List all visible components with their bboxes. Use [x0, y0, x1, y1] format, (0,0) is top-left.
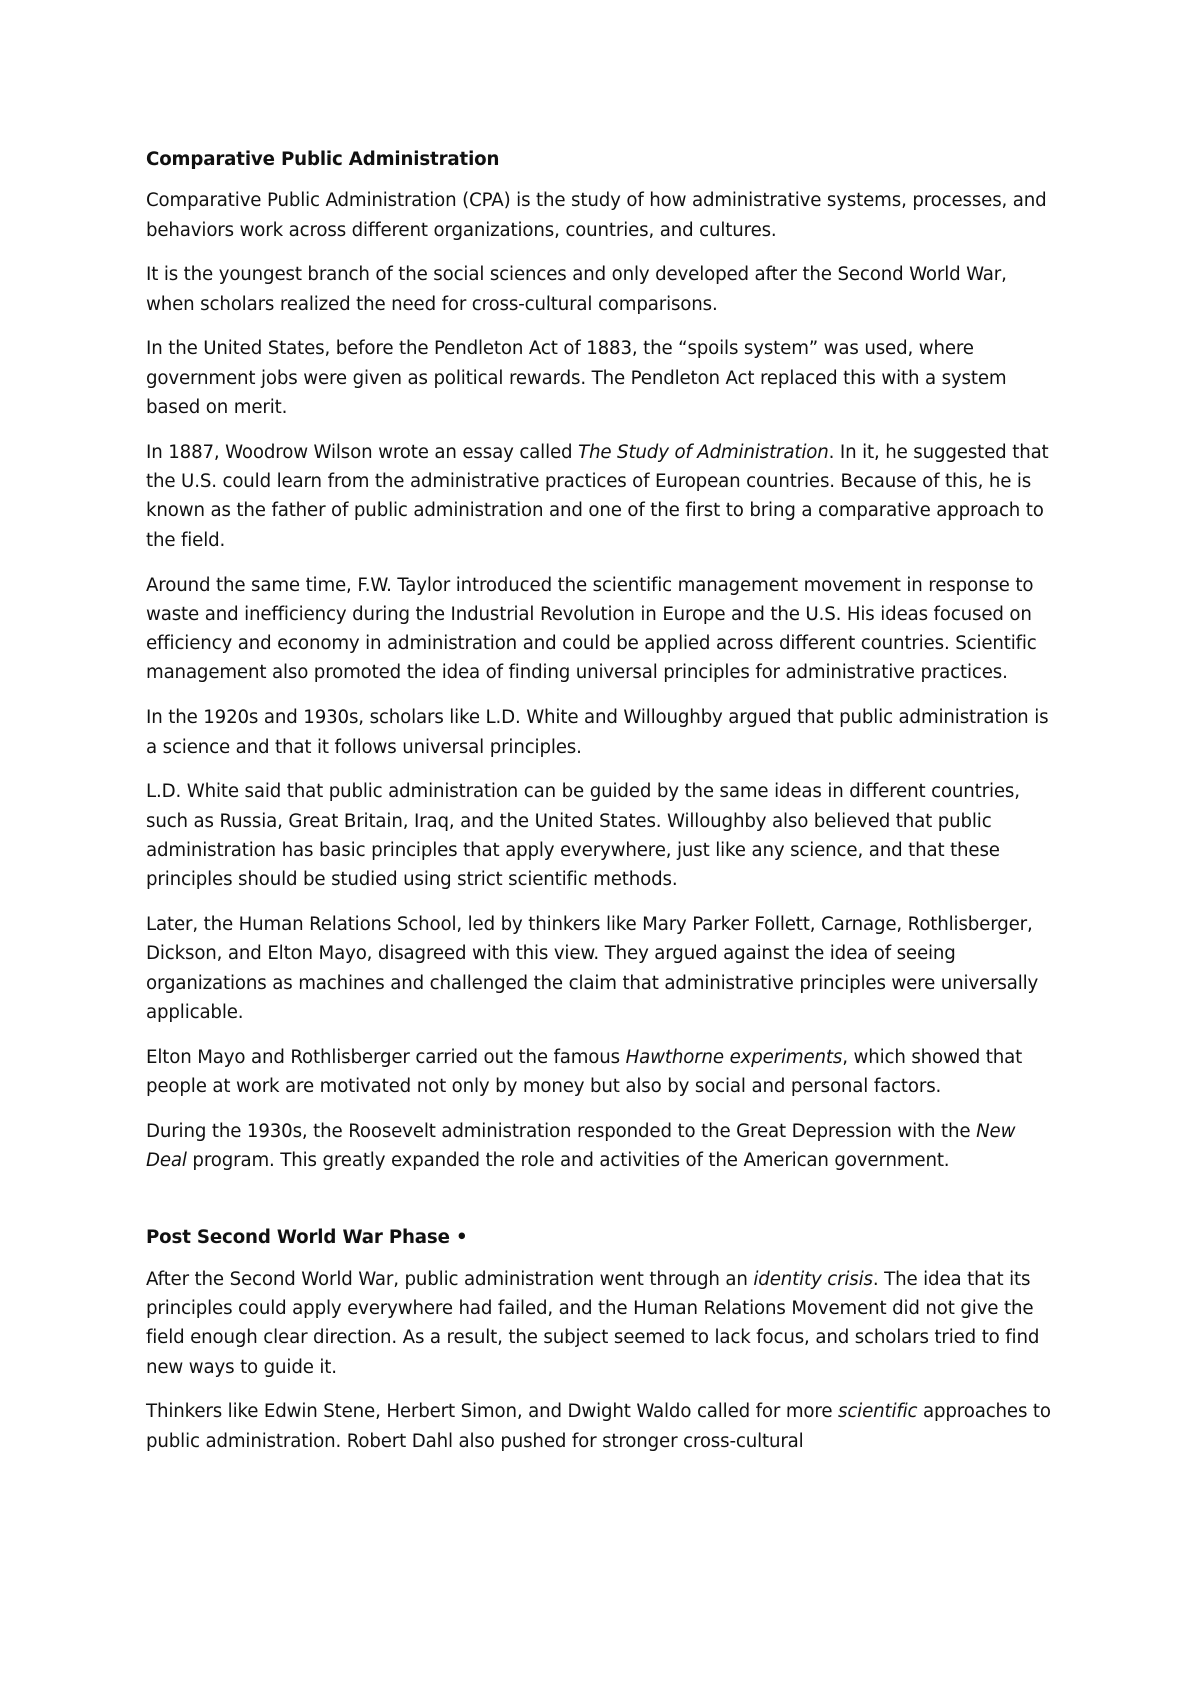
italic-new-deal: New Deal — [146, 1120, 1016, 1172]
paragraph-human-relations: Later, the Human Relations School, led by thinkers like Mary Parker Follett, Carnage, Rothlisberger, Dickson, and Elton Mayo, disagreed with this view. They argued against the idea of seeing organizations as machines and challenged the claim that administrative principles were universally applicable. — [146, 914, 1039, 1023]
italic-identity-crisis: identity crisis — [753, 1268, 873, 1290]
paragraph-new-deal — [146, 1117, 1060, 1176]
paragraph-identity-crisis — [146, 1265, 1060, 1382]
paragraph-taylor: Around the same time, F.W. Taylor introduced the scientific management movement in response to waste and inefficiency during the Industrial Revolution in Europe and the U.S. His ideas focused on efficiency and economy in administration and could be applied across different countries. Scientific management also promoted the idea of finding universal principles for administrative practices. — [146, 574, 1037, 684]
text-run: Thinkers like Edwin Stene, Herbert Simon, and Dwight Waldo called for more — [146, 1401, 838, 1423]
paragraph-1920s-1930s: In the 1920s and 1930s, scholars like L.D. White and Willoughby argued that public administration is a science and that it follows universal principles. — [146, 707, 1049, 758]
italic-hawthorne: Hawthorne experiments — [625, 1046, 843, 1068]
italic-scientific: scientific — [838, 1401, 918, 1423]
text-run: approaches to public administration. Robert Dahl also pushed for stronger cross-cultural — [146, 1401, 1051, 1452]
paragraph-hawthorne — [146, 1043, 1060, 1102]
paragraph-scientific-approaches — [146, 1397, 1060, 1456]
paragraph-woodrow-wilson — [146, 438, 1060, 555]
text-run: . In it, he suggested that the U.S. could learn from the administrative practices of European countries. Because of this, he is known as the father of public administration and one of the first to bring a comparative approach to the field. — [146, 441, 1049, 551]
text-run: In 1887, Woodrow Wilson wrote an essay called — [146, 441, 579, 463]
paragraph-pendleton-act: In the United States, before the Pendleton Act of 1883, the “spoils system” was used, where government jobs were given as political rewards. The Pendleton Act replaced this with a system based on merit. — [146, 338, 1007, 419]
text-run: After the Second World War, public administration went through an — [146, 1268, 754, 1290]
paragraph-ld-white: L.D. White said that public administration can be guided by the same ideas in different countries, such as Russia, Great Britain, Iraq, and the United States. Willoughby also believed that public administration has basic principles that apply everywhere, just like any science, and that these principles should be studied using strict scientific methods. — [146, 781, 1020, 891]
italic-essay-title: The Study of Administration — [578, 441, 829, 463]
paragraph-youngest-branch: It is the youngest branch of the social sciences and only developed after the Second World War, when scholars realized the need for cross-cultural comparisons. — [146, 264, 1007, 315]
text-run: During the 1930s, the Roosevelt administration responded to the Great Depression with the — [146, 1120, 977, 1142]
section-heading-post-war: Post Second World War Phase • — [146, 1227, 468, 1249]
text-run: program. This greatly expanded the role and activities of the American government. — [186, 1150, 950, 1172]
text-run: Elton Mayo and Rothlisberger carried out the famous — [146, 1046, 626, 1068]
paragraph-cpa-definition: Comparative Public Administration (CPA) is the study of how administrative systems, processes, and behaviors work across different organizations, countries, and cultures. — [146, 190, 1047, 241]
text-run: . The idea that its principles could apply everywhere had failed, and the Human Relations Movement did not give the field enough clear direction. As a result, the subject seemed to lack focus, and scholars tried to find new ways to guide it. — [146, 1268, 1040, 1378]
document-title: Comparative Public Administration — [146, 149, 500, 170]
text-run: , which showed that people at work are motivated not only by money but also by social and personal factors. — [146, 1046, 1023, 1098]
